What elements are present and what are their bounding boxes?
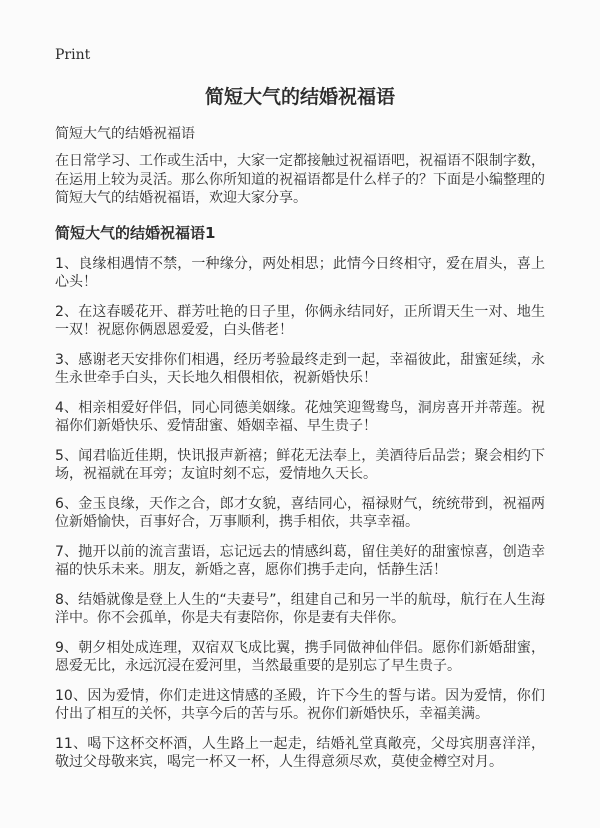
blessing-item-10: 10、因为爱情，你们走进这情感的圣殿，许下今生的誓与诺。因为爱情，你们付出了相互的关怀，共享今后的苦与乐。祝你们新婚快乐，幸福美满。 xyxy=(55,687,545,722)
intro-paragraph: 在日常学习、工作或生活中，大家一定都接触过祝福语吧，祝福语不限制字数，在运用上较为灵活。那么你所知道的祝福语都是什么样子的？下面是小编整理的简短大气的结婚祝福语，欢迎大家分享。 xyxy=(55,153,545,206)
page-title: 简短大气的结婚祝福语 xyxy=(204,86,395,108)
blessing-item-4: 4、相亲相爱好伴侣，同心同德美姻缘。花烛笑迎鸳鸯鸟，洞房喜开并蒂莲。祝福你们新婚快乐、爱情甜蜜、婚姻幸福、早生贵子！ xyxy=(55,399,545,434)
print-link[interactable]: Print xyxy=(55,47,91,63)
section-heading: 简短大气的结婚祝福语1 xyxy=(55,223,216,242)
blessing-item-5: 5、闻君临近佳期，快讯报声新禧；鲜花无法奉上，美酒待后品尝；聚会相约下场，祝福就在耳旁；友谊时刻不忘，爱情地久天长。 xyxy=(55,447,545,482)
blessing-item-9: 9、朝夕相处成连理，双宿双飞成比翼，携手同做神仙伴侣。愿你们新婚甜蜜，恩爱无比，永远沉浸在爱河里，当然最重要的是别忘了早生贵子。 xyxy=(55,639,545,674)
blessing-item-1: 1、良缘相遇情不禁，一种缘分，两处相思；此情今日终相守，爱在眉头，喜上心头！ xyxy=(55,255,545,290)
page-subtitle: 简短大气的结婚祝福语 xyxy=(55,126,195,142)
blessing-item-8: 8、结婚就像是登上人生的“夫妻号”，组建自己和另一半的航母，航行在人生海洋中。你不会孤单，你是夫有妻陪你，你是妻有夫伴你。 xyxy=(55,591,545,626)
blessing-item-7: 7、抛开以前的流言蜚语，忘记远去的情感纠葛，留住美好的甜蜜惊喜，创造幸福的快乐未来。朋友，新婚之喜，愿你们携手走向，恬静生活！ xyxy=(55,543,545,578)
blessing-item-2: 2、在这春暖花开、群芳吐艳的日子里，你俩永结同好，正所谓天生一对、地生一双！祝愿你俩恩恩爱爱，白头偕老！ xyxy=(55,303,545,338)
blessing-item-6: 6、金玉良缘，天作之合，郎才女貌，喜结同心，福禄财气，统统带到，祝福两位新婚愉快，百事好合，万事顺利，携手相依，共享幸福。 xyxy=(55,495,545,530)
blessing-item-3: 3、感谢老天安排你们相遇，经历考验最终走到一起，幸福彼此，甜蜜延续，永生永世牵手白头，天长地久相偎相依，祝新婚快乐！ xyxy=(55,351,545,386)
blessing-list xyxy=(55,255,545,771)
blessing-item-11: 11、喝下这杯交杯酒，人生路上一起走，结婚礼堂真敞亮，父母宾朋喜洋洋，敬过父母敬来宾，喝完一杯又一杯，人生得意须尽欢，莫使金樽空对月。 xyxy=(55,735,545,770)
